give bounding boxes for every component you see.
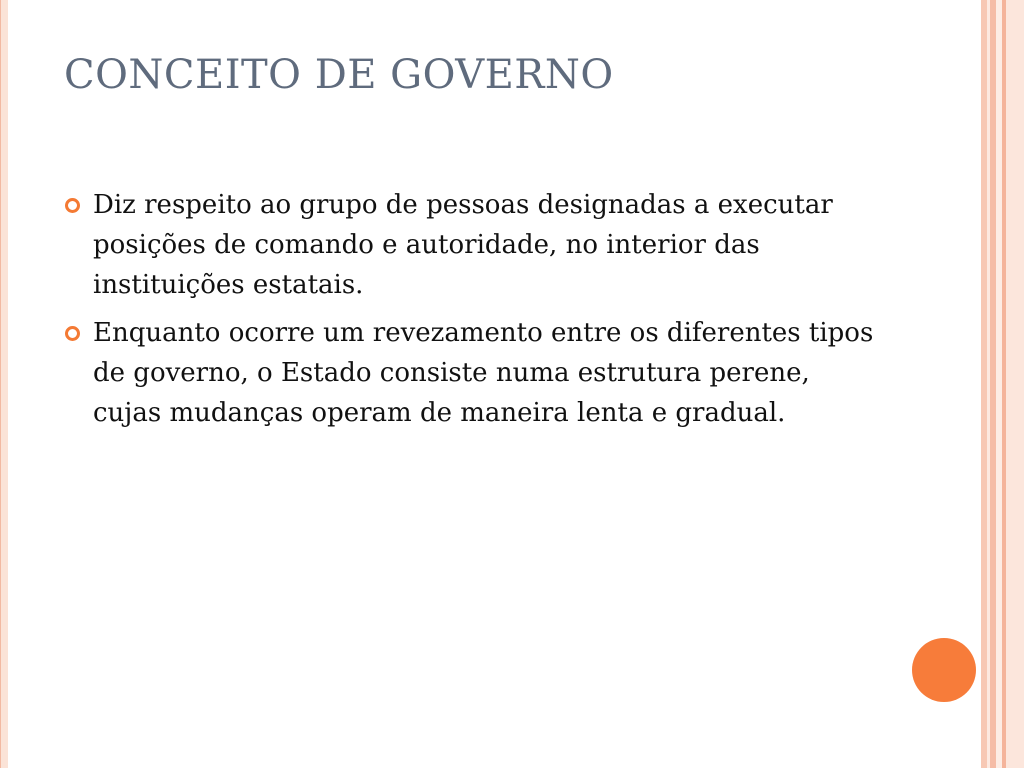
bullet-item — [64, 185, 884, 305]
left-border-line — [0, 0, 1, 768]
bullet-ring-icon — [65, 198, 80, 213]
slide-title: CONCEITO DE GOVERNO — [64, 52, 614, 98]
decorative-circle — [912, 638, 976, 702]
bullet-list — [64, 185, 884, 441]
decorative-stripe — [1006, 0, 1024, 768]
bullet-text: Enquanto ocorre um revezamento entre os diferentes tipos de governo, o Estado consiste numa estrutura perene, cujas mudanças operam de maneira lenta e gradual. — [93, 318, 874, 428]
bullet-text: Diz respeito ao grupo de pessoas designadas a executar posições de comando e autoridade, no interior das instituições estatais. — [93, 190, 833, 300]
bullet-ring-icon — [65, 326, 80, 341]
bullet-item — [64, 313, 884, 433]
